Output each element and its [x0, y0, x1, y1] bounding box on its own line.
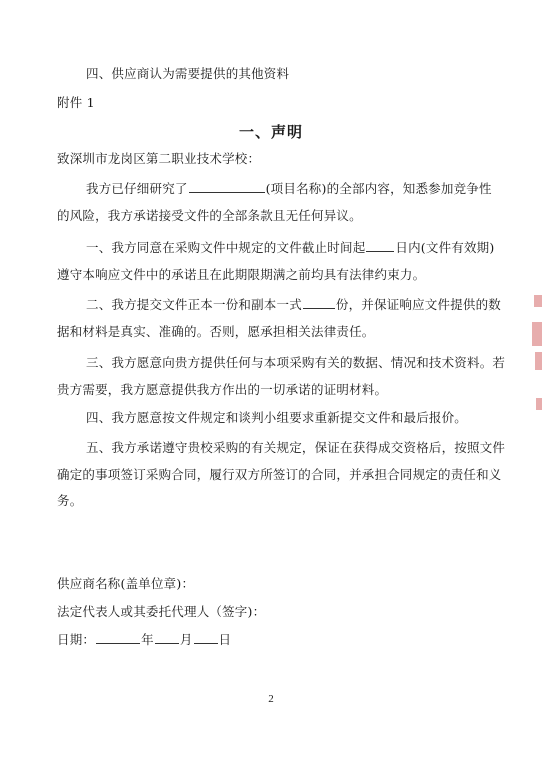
paragraph-3-line-1	[86, 297, 501, 313]
copies-blank	[303, 307, 335, 309]
paragraph-5: 四、我方愿意按文件规定和谈判小组要求重新提交文件和最后报价。	[86, 410, 468, 425]
day-label: 日	[218, 632, 232, 647]
year-label: 年	[141, 632, 154, 647]
p2-text-a: 一、我方同意在采购文件中规定的文件截止时间起	[86, 240, 366, 255]
seal-mark-2	[532, 322, 542, 346]
paragraph-4-line-2: 贵方需要，我方愿意提供我方作出的一切承诺的证明材料。	[57, 382, 388, 397]
p1-text-b: (项目名称)的全部内容，知悉参加竞争性	[265, 181, 492, 196]
section-heading: 四、供应商认为需要提供的其他资料	[86, 66, 290, 81]
seal-mark-3	[535, 352, 542, 370]
paragraph-1-line-2: 的风险，我方承诺接受文件的全部条款且无任何异议。	[57, 208, 362, 223]
paragraph-6-line-3: 务。	[57, 493, 83, 508]
days-blank	[366, 250, 394, 252]
declaration-title: 一、声明	[238, 123, 303, 141]
year-blank	[96, 642, 140, 644]
paragraph-3-line-2: 据和材料是真实、准确的。否则，愿承担相关法律责任。	[57, 324, 375, 339]
date-line	[57, 632, 231, 648]
day-blank	[194, 642, 218, 644]
p3-text-a: 二、我方提交文件正本一份和副本一式	[86, 297, 302, 312]
attachment-label: 附件 1	[57, 95, 95, 110]
seal-mark-1	[534, 295, 542, 307]
page-number: 2	[268, 693, 274, 705]
paragraph-2-line-2: 遵守本响应文件中的承诺且在此期限期满之前均具有法律约束力。	[57, 267, 426, 282]
legal-representative-label: 法定代表人或其委托代理人（签字)：	[57, 604, 266, 619]
paragraph-4-line-1: 三、我方愿意向贵方提供任何与本项采购有关的数据、情况和技术资料。若	[86, 355, 506, 370]
supplier-name-label: 供应商名称(盖单位章)：	[57, 576, 195, 591]
paragraph-6-line-2: 确定的事项签订采购合同，履行双方所签订的合同，并承担合同规定的责任和义	[57, 467, 502, 482]
paragraph-6-line-1: 五、我方承诺遵守贵校采购的有关规定，保证在获得成交资格后，按照文件	[86, 440, 506, 455]
paragraph-1-line-1	[86, 181, 492, 197]
addressee: 致深圳市龙岗区第二职业技术学校：	[57, 151, 261, 166]
month-blank	[155, 642, 179, 644]
month-label: 月	[179, 632, 193, 647]
p2-text-b: 日内(文件有效期)	[395, 240, 495, 255]
paragraph-2-line-1	[86, 240, 494, 256]
project-name-blank	[189, 191, 265, 193]
p3-text-b: 份，并保证响应文件提供的数	[335, 297, 502, 312]
p1-text-a: 我方已仔细研究了	[86, 181, 188, 196]
seal-mark-4	[536, 398, 542, 410]
date-label: 日期：	[57, 632, 96, 647]
